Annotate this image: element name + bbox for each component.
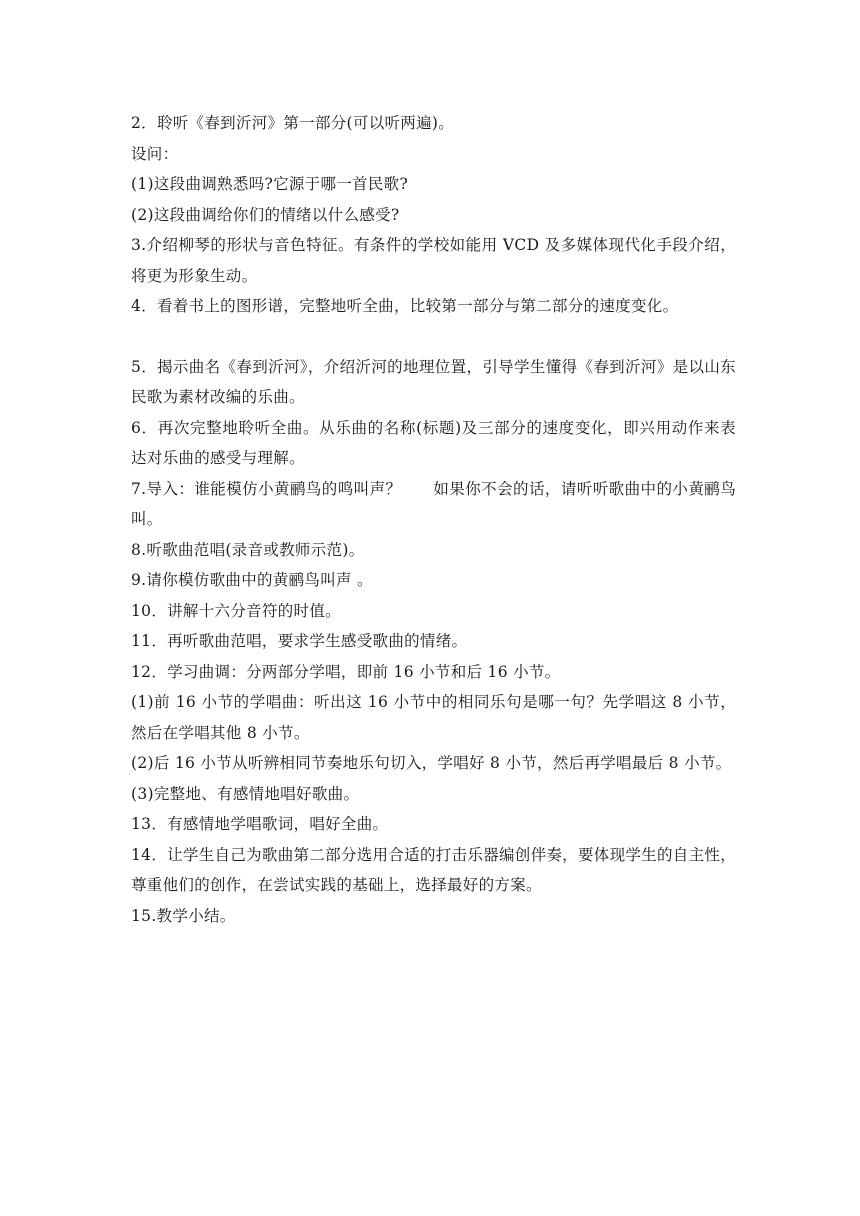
paragraph-step-15: 15.教学小结。 bbox=[131, 906, 236, 925]
paragraph-step-3: 3.介绍柳琴的形状与音色特征。有条件的学校如能用 VCD 及多媒体现代化手段介绍，将更为形象生动。 bbox=[131, 236, 736, 285]
paragraph-question-2: (2)这段曲调给你们的情绪以什么感受? bbox=[131, 205, 400, 224]
paragraph-step-9: 9.请你模仿歌曲中的黄鹂鸟叫声 。 bbox=[131, 571, 373, 589]
paragraph-step-2: 2．聆听《春到沂河》第一部分(可以听两遍)。 bbox=[131, 114, 455, 132]
paragraph-step-12: 12．学习曲调：分两部分学唱，即前 16 小节和后 16 小节。 bbox=[131, 662, 561, 681]
paragraph-step-4: 4．看着书上的图形谱，完整地听全曲，比较第一部分与第二部分的速度变化。 bbox=[131, 297, 679, 315]
paragraph-step-14: 14．让学生自己为歌曲第二部分选用合适的打击乐器编创伴奏，要体现学生的自主性，尊重他们的创作，在尝试实践的基础上，选择最好的方案。 bbox=[131, 845, 736, 894]
paragraph-step-12-part-3: (3)完整地、有感情地唱好歌曲。 bbox=[131, 784, 360, 803]
paragraph-step-6: 6．再次完整地聆听全曲。从乐曲的名称(标题)及三部分的速度变化，即兴用动作来表达对乐曲的感受与理解。 bbox=[131, 418, 736, 467]
document-body bbox=[131, 108, 736, 931]
paragraph-step-13: 13．有感情地学唱歌词，唱好全曲。 bbox=[131, 815, 389, 833]
blank-line bbox=[131, 322, 736, 352]
paragraph-step-12-part-1: (1)前 16 小节的学唱曲：听出这 16 小节中的相同乐句是哪一句？先学唱这 8 小节，然后在学唱其他 8 小节。 bbox=[131, 693, 736, 742]
paragraph-step-5: 5．揭示曲名《春到沂河》，介绍沂河的地理位置，引导学生懂得《春到沂河》是以山东民歌为素材改编的乐曲。 bbox=[131, 357, 736, 406]
paragraph-question-1: (1)这段曲调熟悉吗?它源于哪一首民歌? bbox=[131, 175, 409, 193]
paragraph-step-11: 11．再听歌曲范唱，要求学生感受歌曲的情绪。 bbox=[131, 632, 468, 650]
paragraph-step-12-part-2: (2)后 16 小节从听辨相同节奏地乐句切入，学唱好 8 小节，然后再学唱最后 8 小节。 bbox=[131, 754, 732, 772]
paragraph-questions-heading: 设问： bbox=[131, 144, 179, 163]
paragraph-step-7: 7.导入：谁能模仿小黄鹂鸟的鸣叫声？ 如果你不会的话，请听听歌曲中的小黄鹂鸟叫。 bbox=[131, 479, 736, 528]
paragraph-step-8: 8.听歌曲范唱(录音或教师示范)。 bbox=[131, 540, 365, 559]
paragraph-step-10: 10．讲解十六分音符的时值。 bbox=[131, 601, 341, 620]
